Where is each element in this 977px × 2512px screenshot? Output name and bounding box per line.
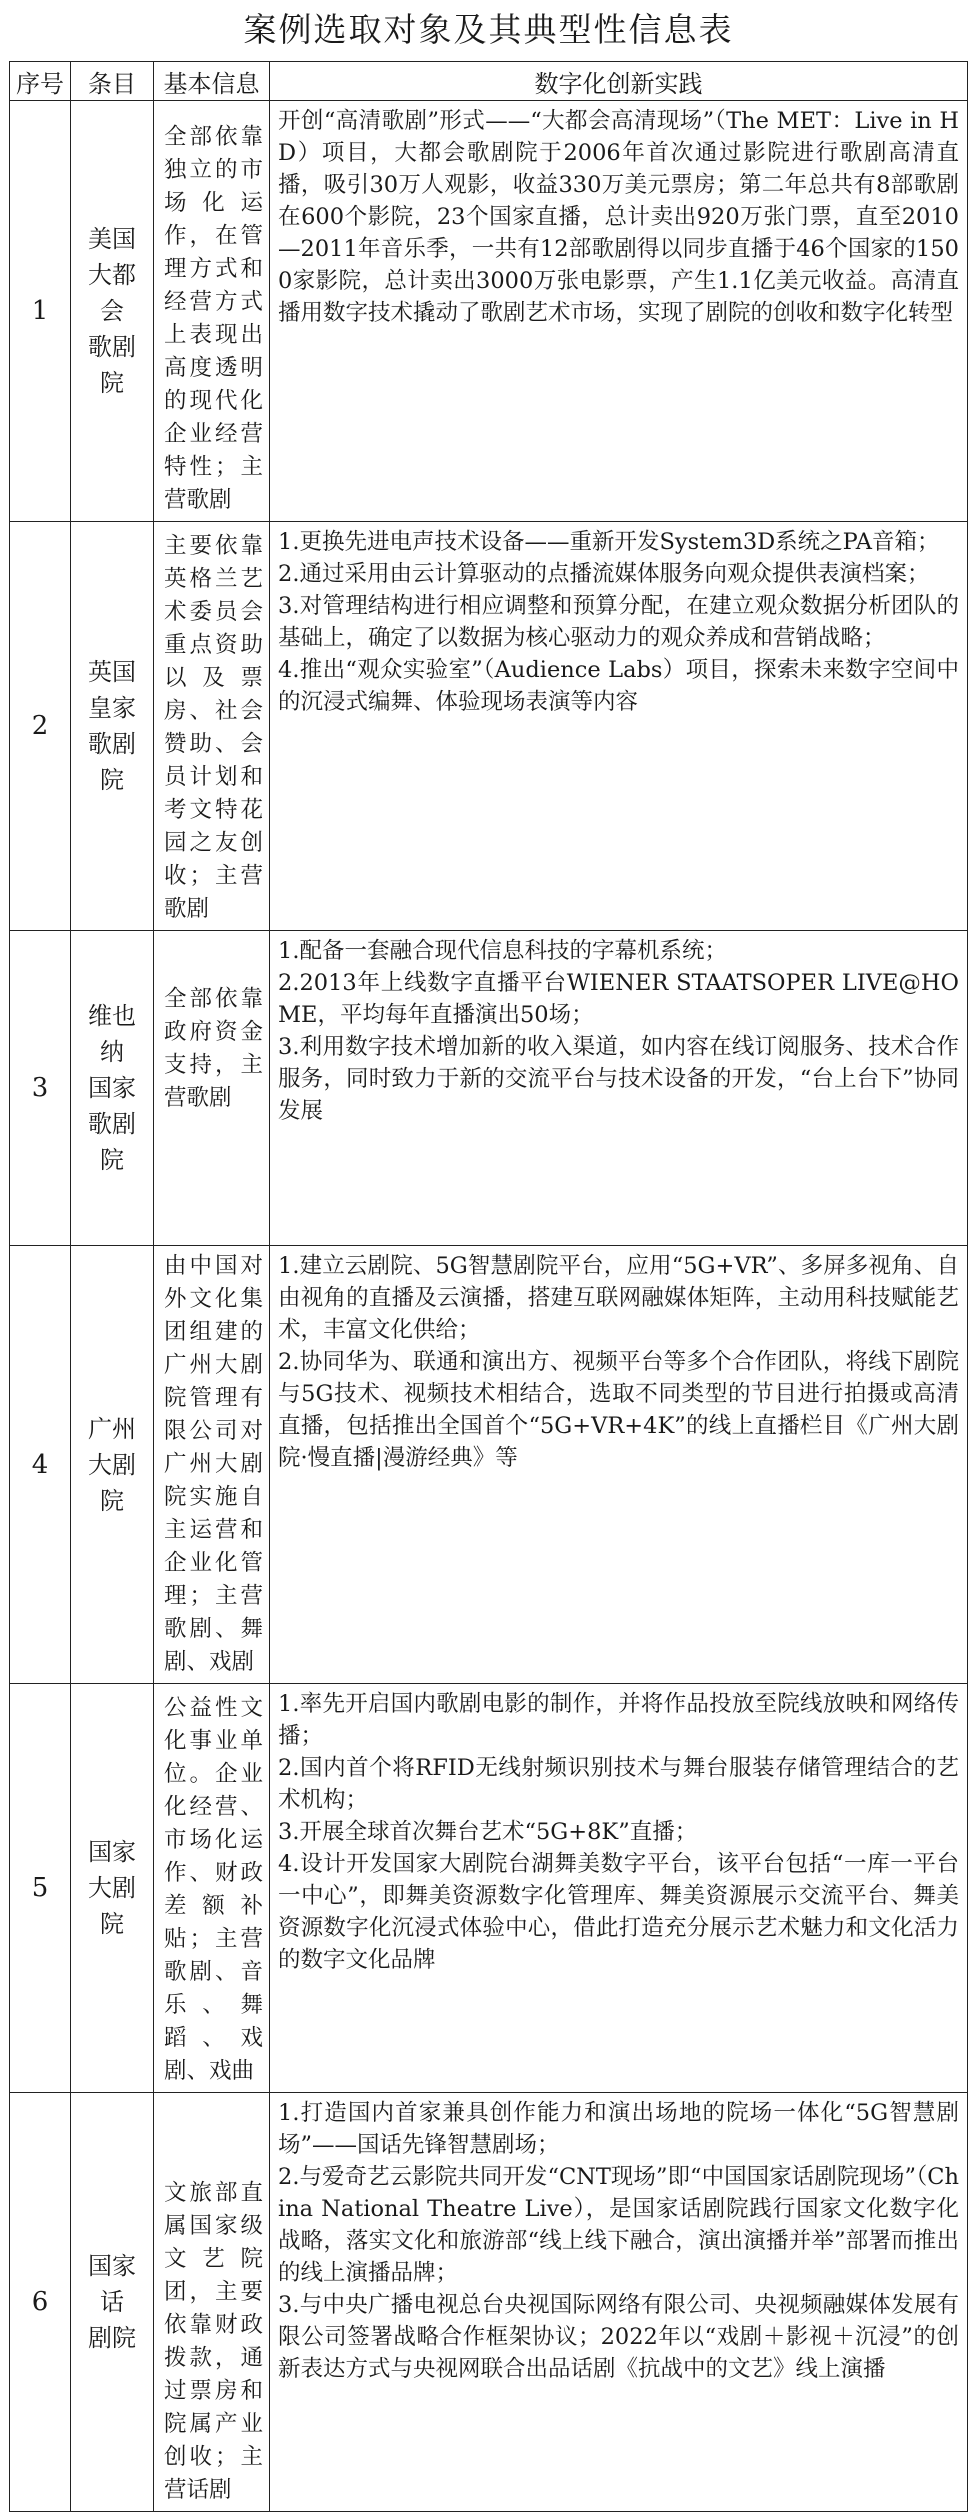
row-digital-practice [270,931,968,1246]
table-row [10,2093,968,2512]
practice-item: 3.利用数字技术增加新的收入渠道，如内容在线订阅服务、技术合作服务，同时致力于新的交流平台与技术设备的开发，“台上台下”协同发展 [278,1034,959,1124]
practice-item: 4.推出“观众实验室”（Audience Labs）项目，探索未来数字空间中的沉浸式编舞、体验现场表演等内容 [278,657,959,715]
practice-item: 2.协同华为、联通和演出方、视频平台等多个合作团队，将线下剧院与5G技术、视频技术相结合，选取不同类型的节目进行拍摄或高清直播，包括推出全国首个“5G+VR+4K”的线上直播栏目《广州大剧院·慢直播|漫游经典》等 [278,1349,959,1471]
header-digital-practice: 数字化创新实践 [270,62,968,101]
practice-item: 2.通过采用由云计算驱动的点播流媒体服务向观众提供表演档案； [278,561,930,587]
header-index: 序号 [10,62,71,101]
row-index: 5 [10,1684,71,2093]
row-item-name: 国家话 剧院 [71,2093,154,2512]
practice-item: 1.更换先进电声技术设备——重新开发System3D系统之PA音箱； [278,529,940,555]
row-basic-info: 公益性文化事业单位。企业化经营、市场化运作、财政差额补贴；主营歌剧、音乐、舞蹈、戏剧、戏曲 [154,1684,270,2093]
practice-item: 3.对管理结构进行相应调整和预算分配，在建立观众数据分析团队的基础上，确定了以数据为核心驱动力的观众养成和营销战略； [278,593,959,651]
row-digital-practice [270,522,968,931]
practice-item: 1.率先开启国内歌剧电影的制作，并将作品投放至院线放映和网络传播； [278,1691,959,1749]
row-item-name: 广州 大剧院 [71,1246,154,1684]
practice-item: 1.配备一套融合现代信息科技的字幕机系统； [278,938,727,964]
row-item-name: 维也纳 国家 歌剧院 [71,931,154,1246]
practice-item: 2.2013年上线数字直播平台WIENER STAATSOPER LIVE@HOME，平均每年直播演出50场； [278,970,959,1028]
header-item: 条目 [71,62,154,101]
row-digital-practice [270,2093,968,2512]
row-index: 4 [10,1246,71,1684]
row-basic-info: 由中国对外文化集团组建的广州大剧院管理有限公司对广州大剧院实施自主运营和企业化管理；主营歌剧、舞剧、戏剧 [154,1246,270,1684]
header-row [10,62,968,101]
practice-item: 3.与中央广播电视总台央视国际网络有限公司、央视频融媒体发展有限公司签署战略合作框架协议；2022年以“戏剧＋影视＋沉浸”的创新表达方式与央视网联合出品话剧《抗战中的文艺》线上演播 [278,2292,959,2382]
row-index: 2 [10,522,71,931]
case-info-table [9,61,968,2512]
row-index: 3 [10,931,71,1246]
practice-item: 4.设计开发国家大剧院台湖舞美数字平台，该平台包括“一库一平台一中心”，即舞美资源数字化管理库、舞美资源展示交流平台、舞美资源数字化沉浸式体验中心，借此打造充分展示艺术魅力和文化活力的数字文化品牌 [278,1851,959,1973]
row-basic-info: 主要依靠英格兰艺术委员会重点资助以及票房、社会赞助、会员计划和考文特花园之友创收；主营歌剧 [154,522,270,931]
table-row [10,1684,968,2093]
row-index: 6 [10,2093,71,2512]
practice-item: 1.建立云剧院、5G智慧剧院平台，应用“5G+VR”、多屏多视角、自由视角的直播及云演播，搭建互联网融媒体矩阵，主动用科技赋能艺术，丰富文化供给； [278,1253,959,1343]
header-basic-info: 基本信息 [154,62,270,101]
row-basic-info: 全部依靠政府资金支持，主营歌剧 [154,931,270,1246]
row-basic-info: 全部依靠独立的市场化运作，在管理方式和经营方式上表现出高度透明的现代化企业经营特性；主营歌剧 [154,101,270,522]
row-digital-practice [270,1246,968,1684]
row-item-name: 国家 大剧院 [71,1684,154,2093]
practice-item: 3.开展全球首次舞台艺术“5G+8K”直播； [278,1819,698,1845]
table-title: 案例选取对象及其典型性信息表 [243,10,734,49]
row-basic-info: 文旅部直属国家级文艺院团，主要依靠财政拨款，通过票房和院属产业创收；主营话剧 [154,2093,270,2512]
table-row [10,101,968,522]
row-item-name: 美国 大都会 歌剧院 [71,101,154,522]
row-digital-practice [270,101,968,522]
row-digital-practice [270,1684,968,2093]
practice-item: 2.国内首个将RFID无线射频识别技术与舞台服装存储管理结合的艺术机构； [278,1755,959,1813]
table-row [10,522,968,931]
practice-item: 2.与爱奇艺云影院共同开发“CNT现场”即“中国国家话剧院现场”（China National Theatre Live），是国家话剧院践行国家文化数字化战略，落实文化和旅游部“线上线下融合，演出演播并举”部署而推出的线上演播品牌； [278,2164,959,2286]
table-row [10,1246,968,1684]
row-item-name: 英国 皇家 歌剧院 [71,522,154,931]
row-index: 1 [10,101,71,522]
table-row [10,931,968,1246]
practice-item: 1.打造国内首家兼具创作能力和演出场地的院场一体化“5G智慧剧场”——国话先锋智慧剧场； [278,2100,959,2158]
practice-item: 开创“高清歌剧”形式——“大都会高清现场”（The MET：Live in HD）项目，大都会歌剧院于2006年首次通过影院进行歌剧高清直播，吸引30万人观影，收益330万美元票房；第二年总共有8部歌剧在600个影院，23个国家直播，总计卖出920万张门票，直至2010—2011年音乐季，一共有12部歌剧得以同步直播于46个国家的1500家影院，总计卖出3000万张电影票，产生1.1亿美元收益。高清直播用数字技术撬动了歌剧艺术市场，实现了剧院的创收和数字化转型 [278,108,959,326]
